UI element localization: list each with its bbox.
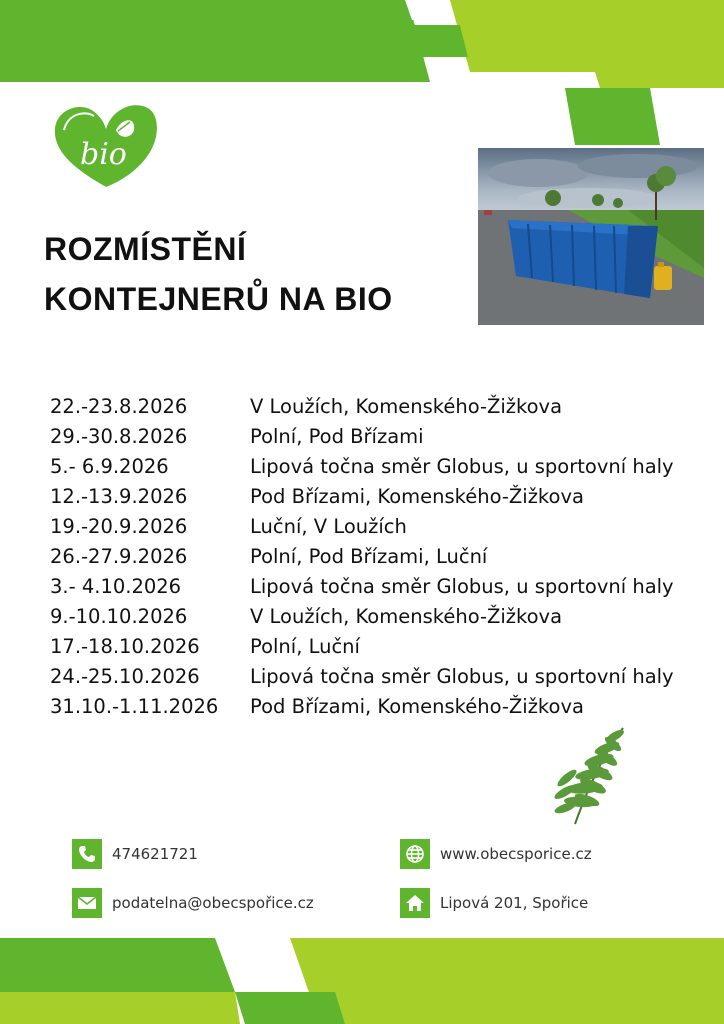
title-line-1: ROZMÍSTĚNÍ bbox=[44, 231, 247, 267]
contact-phone bbox=[72, 838, 198, 870]
schedule-row bbox=[50, 422, 690, 452]
schedule-row bbox=[50, 572, 690, 602]
schedule-date: 3.- 4.10.2026 bbox=[50, 575, 182, 598]
schedule-row bbox=[50, 452, 690, 482]
fern-leaf-icon bbox=[535, 722, 630, 832]
contact-web bbox=[400, 838, 592, 870]
schedule-date: 9.-10.10.2026 bbox=[50, 605, 188, 628]
schedule-location: Pod Břízami, Komenského-Žižkova bbox=[250, 485, 584, 508]
schedule-date: 12.-13.9.2026 bbox=[50, 485, 188, 508]
email-link[interactable]: podatelna@obecspořice.cz bbox=[112, 894, 314, 912]
schedule-location: Lipová točna směr Globus, u sportovní haly bbox=[250, 665, 674, 688]
contact-address bbox=[400, 887, 588, 919]
globe-icon bbox=[400, 839, 430, 869]
schedule-location: Polní, Pod Břízami, Luční bbox=[250, 545, 488, 568]
envelope-icon bbox=[72, 888, 102, 918]
title-line-2: KONTEJNERŮ NA BIO bbox=[44, 281, 393, 317]
schedule-row bbox=[50, 632, 690, 662]
schedule-row bbox=[50, 512, 690, 542]
website-link[interactable]: www.obecsporice.cz bbox=[440, 845, 592, 863]
phone-number: 474621721 bbox=[112, 845, 198, 863]
schedule-location: Pod Břízami, Komenského-Žižkova bbox=[250, 695, 584, 718]
schedule-date: 19.-20.9.2026 bbox=[50, 515, 188, 538]
schedule-list bbox=[50, 392, 690, 722]
bio-heart-logo bbox=[50, 100, 162, 192]
schedule-location: Lipová točna směr Globus, u sportovní haly bbox=[250, 455, 674, 478]
footer-decoration bbox=[0, 930, 724, 1024]
page-title bbox=[44, 224, 393, 324]
contact-email bbox=[72, 887, 314, 919]
schedule-row bbox=[50, 662, 690, 692]
schedule-row bbox=[50, 542, 690, 572]
container-photo bbox=[478, 148, 704, 325]
schedule-row bbox=[50, 602, 690, 632]
schedule-row bbox=[50, 692, 690, 722]
schedule-date: 5.- 6.9.2026 bbox=[50, 455, 169, 478]
schedule-location: Polní, Pod Břízami bbox=[250, 425, 424, 448]
schedule-date: 26.-27.9.2026 bbox=[50, 545, 188, 568]
logo-text: bio bbox=[80, 137, 127, 172]
schedule-location: Lipová točna směr Globus, u sportovní haly bbox=[250, 575, 674, 598]
schedule-date: 22.-23.8.2026 bbox=[50, 395, 188, 418]
schedule-date: 29.-30.8.2026 bbox=[50, 425, 188, 448]
schedule-location: Luční, V Loužích bbox=[250, 515, 407, 538]
schedule-date: 31.10.-1.11.2026 bbox=[50, 695, 219, 718]
schedule-row bbox=[50, 482, 690, 512]
schedule-date: 17.-18.10.2026 bbox=[50, 635, 200, 658]
schedule-date: 24.-25.10.2026 bbox=[50, 665, 200, 688]
phone-icon bbox=[72, 839, 102, 869]
schedule-row bbox=[50, 392, 690, 422]
schedule-location: V Loužích, Komenského-Žižkova bbox=[250, 395, 563, 418]
schedule-location: V Loužích, Komenského-Žižkova bbox=[250, 605, 563, 628]
home-icon bbox=[400, 888, 430, 918]
address-text: Lipová 201, Spořice bbox=[440, 894, 589, 912]
schedule-location: Polní, Luční bbox=[250, 635, 360, 658]
